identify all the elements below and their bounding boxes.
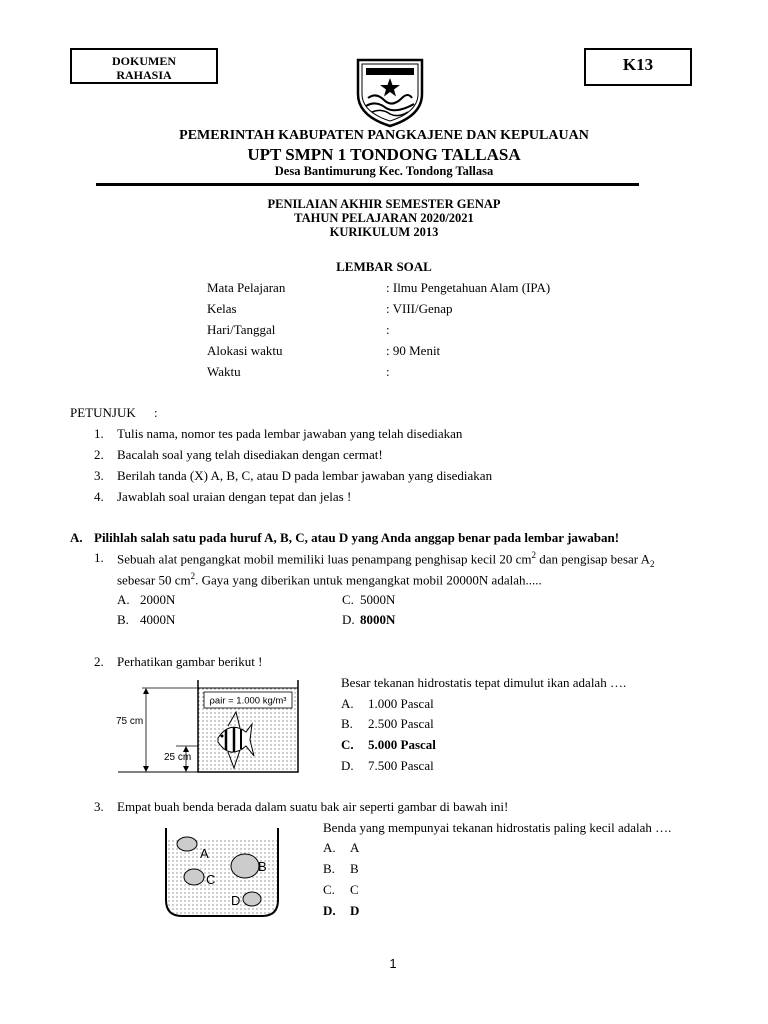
density-label: ρair = 1.000 kg/m³ (209, 695, 287, 707)
option-key: B. (117, 612, 129, 627)
district-logo (352, 54, 428, 128)
info-label: Mata Pelajaran (207, 280, 286, 295)
hydrostatic-figure (114, 672, 304, 776)
option-text: 8000N (360, 612, 396, 627)
instruction-text: Bacalah soal yang telah disediakan dengan cermat! (117, 447, 383, 462)
question-1-line-1 (117, 550, 655, 569)
sheet-title: LEMBAR SOAL (336, 259, 432, 274)
option-text: 2000N (140, 592, 176, 607)
question-1-line-2 (117, 571, 542, 588)
question-3-prompt: Benda yang mempunyai tekanan hidrostatis paling kecil adalah …. (323, 820, 672, 835)
question-2-stem: Perhatikan gambar berikut ! (117, 654, 263, 669)
section-instruction: Pilihlah salah satu pada huruf A, B, C, atau D yang Anda anggap benar pada lembar jawaban! (94, 530, 620, 545)
question-3-stem: Empat buah benda berada dalam suatu bak air seperti gambar di bawah ini! (117, 799, 509, 814)
secret-document-box (70, 48, 218, 84)
instruction-number: 3. (94, 468, 104, 483)
info-value: : (386, 364, 390, 379)
tank-figure (160, 828, 284, 922)
option-key: A. (341, 696, 354, 711)
option-key: D. (342, 612, 355, 627)
curriculum-code-box (584, 48, 692, 86)
option-text: A (350, 840, 360, 855)
q1-text-b: dan pengisap besar A (535, 551, 651, 567)
info-label: Kelas (207, 301, 237, 316)
option-key: C. (341, 737, 354, 752)
header-divider (96, 183, 639, 186)
option-key: A. (323, 840, 336, 855)
option-key: D. (341, 758, 354, 773)
option-text: 2.500 Pascal (368, 716, 434, 731)
q1-sup: 2 (531, 550, 536, 560)
object-label-a: A (200, 846, 209, 861)
option-text: D (350, 903, 360, 918)
page-number: 1 (389, 956, 397, 971)
q1-text-c: sebesar 50 cm (117, 572, 191, 588)
info-value: : 90 Menit (386, 343, 441, 358)
option-text: C (350, 882, 359, 897)
instruction-text: Berilah tanda (X) A, B, C, atau D pada lembar jawaban yang disediakan (117, 468, 493, 483)
question-number: 1. (94, 550, 104, 565)
option-text: 5000N (360, 592, 396, 607)
option-key: B. (341, 716, 353, 731)
object-label-d: D (231, 893, 241, 908)
depth-label: 25 cm (164, 752, 192, 763)
instruction-number: 4. (94, 489, 104, 504)
option-text: 5.000 Pascal (368, 737, 436, 752)
question-2-prompt: Besar tekanan hidrostatis tepat dimulut ikan adalah …. (341, 675, 627, 690)
info-label: Alokasi waktu (207, 343, 283, 358)
option-key: A. (117, 592, 130, 607)
secret-label-line2: RAHASIA (116, 68, 172, 82)
option-text: 7.500 Pascal (368, 758, 434, 773)
curriculum-code: K13 (622, 55, 654, 74)
height-label: 75 cm (116, 716, 144, 727)
option-key: C. (323, 882, 335, 897)
government-name: PEMERINTAH KABUPATEN PANGKAJENE DAN KEPULAUAN (179, 128, 589, 143)
option-text: 1.000 Pascal (368, 696, 434, 711)
instructions-colon: : (154, 405, 158, 420)
exam-curriculum: KURIKULUM 2013 (329, 225, 439, 239)
option-text: B (350, 861, 359, 876)
object-label-c: C (206, 872, 216, 887)
info-label: Waktu (207, 364, 241, 379)
info-value: : Ilmu Pengetahuan Alam (IPA) (386, 280, 551, 295)
q1-sup-2: 2 (190, 571, 196, 581)
question-number: 2. (94, 654, 104, 669)
school-name: UPT SMPN 1 TONDONG TALLASA (247, 145, 521, 164)
option-key: B. (323, 861, 335, 876)
secret-label-line1: DOKUMEN (112, 54, 176, 68)
q1-sub: 2 (650, 558, 655, 569)
info-value: : VIII/Genap (386, 301, 453, 316)
exam-year: TAHUN PELAJARAN 2020/2021 (294, 211, 474, 225)
instruction-text: Tulis nama, nomor tes pada lembar jawaban yang telah disediakan (117, 426, 463, 441)
instructions-heading: PETUNJUK (70, 405, 136, 420)
instruction-number: 1. (94, 426, 104, 441)
option-key: D. (323, 903, 336, 918)
option-key: C. (342, 592, 354, 607)
section-letter: A. (70, 530, 83, 545)
info-label: Hari/Tanggal (207, 322, 276, 337)
q1-text-d: . Gaya yang diberikan untuk mengangkat mobil 20000N adalah..... (195, 572, 542, 588)
instruction-number: 2. (94, 447, 104, 462)
question-number: 3. (94, 799, 104, 814)
exam-title: PENILAIAN AKHIR SEMESTER GENAP (267, 197, 501, 211)
school-address: Desa Bantimurung Kec. Tondong Tallasa (274, 164, 494, 178)
instruction-text: Jawablah soal uraian dengan tepat dan jelas ! (117, 489, 352, 504)
object-label-b: B (258, 859, 267, 874)
info-value: : (386, 322, 390, 337)
option-text: 4000N (140, 612, 176, 627)
q1-text-a: Sebuah alat pengangkat mobil memiliki luas penampang penghisap kecil 20 cm (117, 551, 532, 567)
